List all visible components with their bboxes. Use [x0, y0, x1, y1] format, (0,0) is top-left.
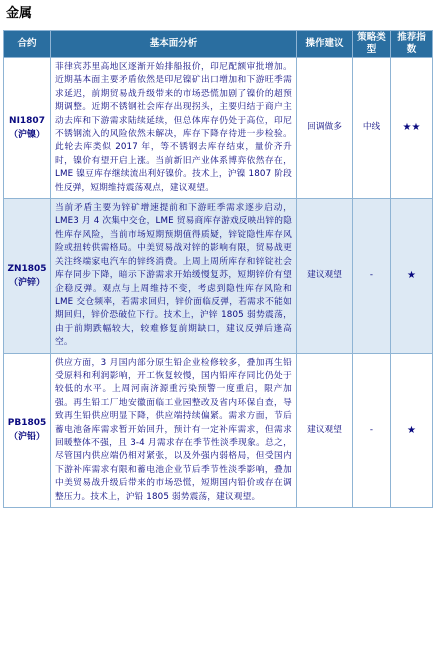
contract-code: ZN1805 — [7, 263, 47, 274]
contract-code: NI1807 — [9, 116, 45, 127]
table-row-ni — [4, 58, 433, 199]
analysis-cell: 菲律宾苏里高地区逐渐开始排船报价，印尼配额审批增加。近期基本面主要矛盾依然是印尼镍矿出口增加和下游旺季需求延迟，前期贸易战升级带来的市场恐慌加剧了镍价的超预期调整。近期不锈钢社会库存出现拐头，主要归结于商户主动去库和下游需求陆续延续，但总体库存仍处于高位，印尼不锈钢流入的风险依然未解决，库存下降存待进一步检验。此轮去库类似 2017 年，等不锈钢去库存结束，量价齐升时，镍价有望开启上涨。当前新旧产业体系博弈依然存在，LME 镍豆库存继续流出利好镍价。技术上，沪镍 1807 阶段性反弹，短期维持震荡观点，建议观望。 — [51, 58, 297, 199]
suggestion-cell: 建议观望 — [297, 353, 353, 507]
strategy-cell: - — [353, 353, 391, 507]
contract-cell — [4, 58, 51, 199]
suggestion-cell: 回调做多 — [297, 58, 353, 199]
contract-name: （沪锌） — [8, 277, 45, 288]
table-row-zn — [4, 199, 433, 353]
analysis-cell: 供应方面，3 月国内部分原生铅企业检修较多，叠加再生铅受原料和利润影响，开工恢复较慢，国内铅库存同比仍处于较低的水平。上周河南济源重污染预警一度重启，限产加强。再生铅工厂地安徽面临工业园整改及省内环保自查，导致再生铅供应明显下降，供应端持续偏紧。需求方面，节后蓄电池备库需求暂开始回升，预计有一定补库需求，但需求回暖整体不强，且 3-4 月需求存在季节性淡季现象。总之，尽管国内供应端仍相对紧张，以及外强内弱格局，但受国内下游补库需求有限和蓄电池企业节后季节性淡季影响，叠加中美贸易战升级后带来的市场恐慌，短期国内铅价或存在调整压力。技术上，沪铅 1805 弱势震荡，建议观望。 — [51, 353, 297, 507]
rating-stars: ★ — [391, 353, 433, 507]
contract-cell — [4, 199, 51, 353]
analysis-cell: 当前矛盾主要为锌矿增速提前和下游旺季需求逐步启动，LME3 月 4 次集中交仓，LME 贸易商库存游戏反映出锌的隐性库存风险，当前市场短期预期值得质疑，锌锭隐性库存风险或扭转供需格局。中美贸易战对锌的影响有限，贸易战更关注终端家电汽车的锌终消费。上周上周所库存和锌锭社会库存同步下降，暗示下游需求开始缓慢复苏，短期锌价有望企稳反弹。观点与上周维持不变，考虑到隐性库存风险和 LME 交仓频率，若需求回归，锌价面临反弹，若需求不能如期回归，锌价恐破位下行。技术上，沪锌 1805 弱势震荡，由于前期跌幅较大，较难修复前期缺口，建议反弹后逢高空。 — [51, 199, 297, 353]
contract-name: （沪镍） — [8, 130, 45, 141]
strategy-cell: - — [353, 199, 391, 353]
contract-code: PB1805 — [7, 418, 47, 429]
header-rating: 推荐指数 — [391, 31, 433, 58]
contract-cell — [4, 353, 51, 507]
strategy-cell: 中线 — [353, 58, 391, 199]
contract-name: （沪铅） — [8, 432, 45, 443]
section-title: 金属 — [6, 6, 33, 21]
rating-stars: ★ — [391, 199, 433, 353]
header-suggestion: 操作建议 — [297, 31, 353, 58]
header-strategy: 策略类型 — [353, 31, 391, 58]
metals-table — [3, 30, 433, 508]
header-contract: 合约 — [4, 31, 51, 58]
header-analysis: 基本面分析 — [51, 31, 297, 58]
rating-stars: ★★ — [391, 58, 433, 199]
table-header-row — [4, 31, 433, 58]
suggestion-cell: 建议观望 — [297, 199, 353, 353]
table-row-pb — [4, 353, 433, 507]
